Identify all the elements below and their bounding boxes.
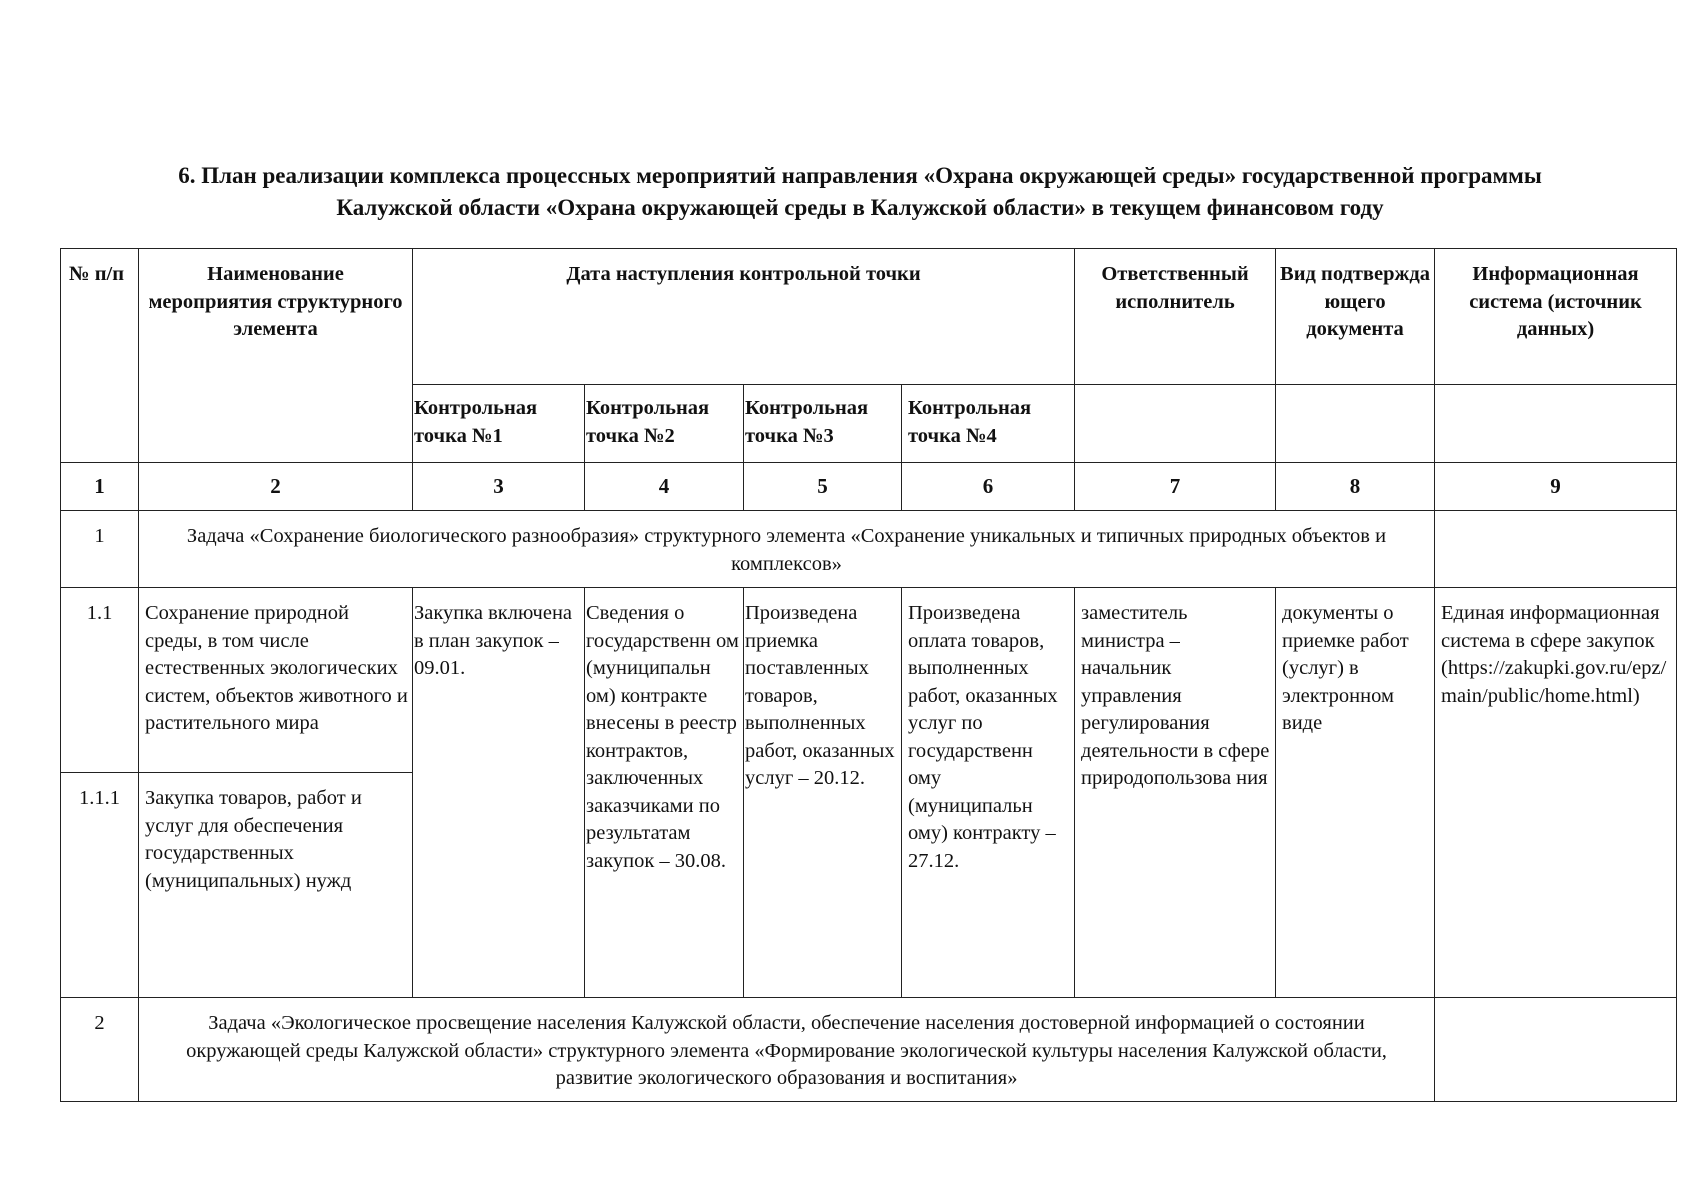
header-name: Наименование мероприятия структурного элемента [139, 249, 413, 463]
task-1-row [61, 511, 1677, 588]
task-2-blank [1435, 998, 1677, 1102]
col-num-9: 9 [1435, 463, 1677, 511]
header-cp1: Контрольная точка №1 [413, 385, 585, 463]
row-1-1-1-name: Закупка товаров, работ и услуг для обеспечения государственных (муниципальных) нужд [139, 773, 413, 998]
row-1-1 [61, 588, 1677, 773]
header-responsible: Ответственный исполнитель [1075, 249, 1276, 385]
task-2-row [61, 998, 1677, 1102]
column-number-row [61, 463, 1677, 511]
header-row-1 [61, 249, 1677, 385]
row-1-1-doc-type: документы о приемке работ (услуг) в электронном виде [1276, 588, 1435, 998]
col-num-1: 1 [61, 463, 139, 511]
header-blank-9 [1435, 385, 1677, 463]
row-1-1-cp2: Сведения о государственн ом (муниципальн ом) контракте внесены в реестр контрактов, заключенных заказчиками по результатам закупок – 30.08. [585, 588, 744, 998]
row-1-1-cp3: Произведена приемка поставленных товаров, выполненных работ, оказанных услуг – 20.12. [744, 588, 902, 998]
header-info-system: Информационная система (источник данных) [1435, 249, 1677, 385]
row-1-1-name: Сохранение природной среды, в том числе естественных экологических систем, объектов животного и растительного мира [139, 588, 413, 773]
row-1-1-cp1: Закупка включена в план закупок – 09.01. [413, 588, 585, 998]
col-num-7: 7 [1075, 463, 1276, 511]
col-num-6: 6 [902, 463, 1075, 511]
title-line-1: 6. План реализации комплекса процессных мероприятий направления «Охрана окружающей среды» государственной программы [178, 163, 1542, 188]
title-line-2: Калужской области «Охрана окружающей среды в Калужской области» в текущем финансовом году [336, 195, 1384, 220]
header-cp3: Контрольная точка №3 [744, 385, 902, 463]
plan-table [60, 248, 1677, 1102]
col-num-5: 5 [744, 463, 902, 511]
header-cp4: Контрольная точка №4 [902, 385, 1075, 463]
row-1-1-responsible: заместитель министра – начальник управления регулирования деятельности в сфере природопользова ния [1075, 588, 1276, 998]
col-num-3: 3 [413, 463, 585, 511]
row-1-1-1-index: 1.1.1 [61, 773, 139, 998]
header-blank-8 [1276, 385, 1435, 463]
header-date: Дата наступления контрольной точки [413, 249, 1075, 385]
header-num: № п/п [61, 249, 139, 463]
header-doc-type: Вид подтвержда ющего документа [1276, 249, 1435, 385]
task-2-text: Задача «Экологическое просвещение населения Калужской области, обеспечение населения достоверной информацией о состоянии окружающей среды Калужской области» структурного элемента «Формирование экологической культуры населения Калужской области, развитие экологического образования и воспитания» [139, 998, 1435, 1102]
col-num-2: 2 [139, 463, 413, 511]
task-1-index: 1 [61, 511, 139, 588]
task-1-blank [1435, 511, 1677, 588]
task-2-index: 2 [61, 998, 139, 1102]
header-blank-7 [1075, 385, 1276, 463]
document-title [60, 160, 1660, 224]
row-1-1-index: 1.1 [61, 588, 139, 773]
col-num-8: 8 [1276, 463, 1435, 511]
header-cp2: Контрольная точка №2 [585, 385, 744, 463]
row-1-1-info-system: Единая информационная система в сфере закупок (https://zakupki.gov.ru/epz/main/public/home.html) [1435, 588, 1677, 998]
row-1-1-cp4: Произведена оплата товаров, выполненных работ, оказанных услуг по государственн ому (муниципальн ому) контракту – 27.12. [902, 588, 1075, 998]
col-num-4: 4 [585, 463, 744, 511]
task-1-text: Задача «Сохранение биологического разнообразия» структурного элемента «Сохранение уникальных и типичных природных объектов и комплексов» [139, 511, 1435, 588]
